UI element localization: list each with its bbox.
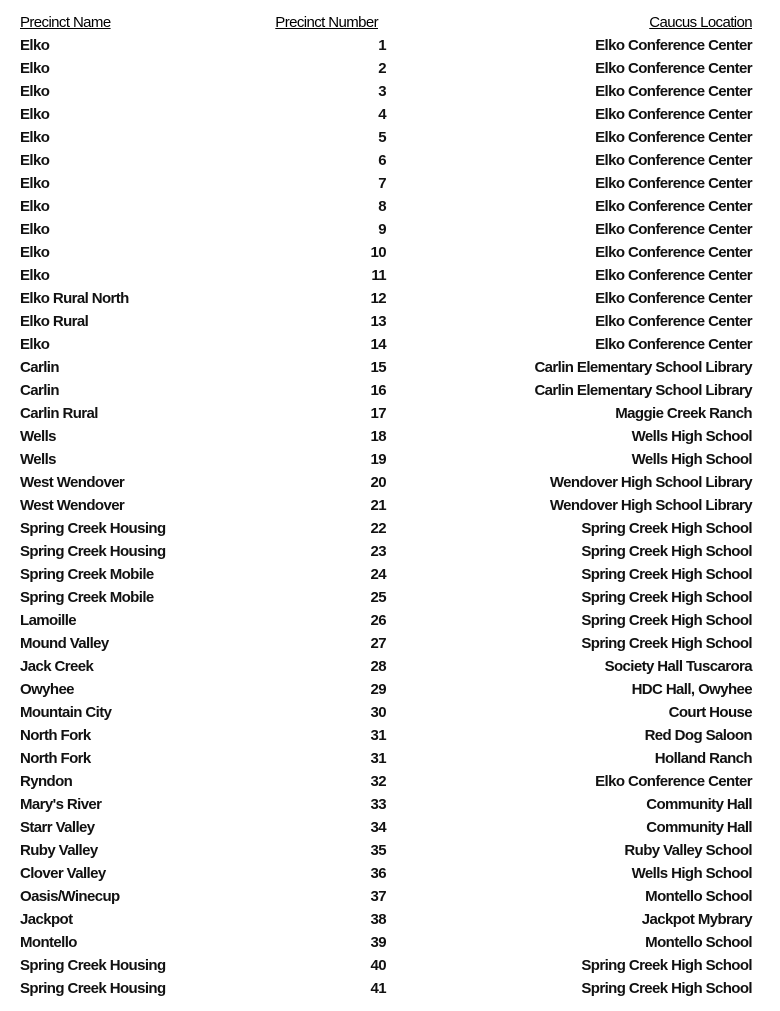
precinct-name: Montello [20, 934, 77, 951]
caucus-location: Maggie Creek Ranch [615, 405, 752, 422]
caucus-location: Wells High School [631, 451, 752, 468]
precinct-name: West Wendover [20, 474, 125, 491]
precinct-number: 18 [370, 428, 386, 445]
caucus-location: Community Hall [646, 796, 752, 813]
table-row [0, 448, 780, 471]
table-row [0, 57, 780, 80]
table-row [0, 34, 780, 57]
caucus-location: Court House [668, 704, 752, 721]
table-row [0, 333, 780, 356]
table-row [0, 632, 780, 655]
precinct-number: 17 [370, 405, 386, 422]
table-row [0, 954, 780, 977]
precinct-name: Mound Valley [20, 635, 109, 652]
precinct-name: Elko [20, 267, 50, 284]
precinct-name: Spring Creek Mobile [20, 566, 154, 583]
precinct-name: Spring Creek Housing [20, 957, 166, 974]
table-row [0, 195, 780, 218]
precinct-number: 8 [378, 198, 386, 215]
table-row [0, 172, 780, 195]
caucus-location: HDC Hall, Owyhee [631, 681, 752, 698]
precinct-number: 4 [378, 106, 386, 123]
precinct-number: 11 [371, 267, 386, 284]
table-row [0, 494, 780, 517]
precinct-number: 21 [370, 497, 386, 514]
precinct-name: West Wendover [20, 497, 125, 514]
caucus-location: Wells High School [631, 865, 752, 882]
table-header [0, 11, 780, 34]
precinct-name: Carlin Rural [20, 405, 98, 422]
caucus-location: Society Hall Tuscarora [604, 658, 752, 675]
table-row [0, 80, 780, 103]
precinct-name: Lamoille [20, 612, 77, 629]
precinct-name: Spring Creek Housing [20, 520, 166, 537]
precinct-number: 26 [370, 612, 386, 629]
table-row [0, 701, 780, 724]
precinct-name: Starr Valley [20, 819, 95, 836]
precinct-number: 40 [370, 957, 386, 974]
caucus-location: Ruby Valley School [624, 842, 752, 859]
table-row [0, 264, 780, 287]
precinct-name: Clover Valley [20, 865, 106, 882]
precinct-name: Jackpot [20, 911, 73, 928]
caucus-location: Elko Conference Center [595, 290, 752, 307]
caucus-location: Spring Creek High School [581, 980, 752, 997]
precinct-number: 15 [370, 359, 386, 376]
precinct-number: 13 [370, 313, 386, 330]
precinct-name: Elko [20, 37, 50, 54]
precinct-number: 12 [370, 290, 386, 307]
table-row [0, 862, 780, 885]
precinct-number: 29 [370, 681, 386, 698]
precinct-number: 31 [370, 750, 386, 767]
table-row [0, 839, 780, 862]
precinct-number: 28 [370, 658, 386, 675]
table-row [0, 793, 780, 816]
precinct-number: 24 [370, 566, 386, 583]
precinct-number: 36 [370, 865, 386, 882]
precinct-number: 30 [370, 704, 386, 721]
precinct-number: 23 [370, 543, 386, 560]
table-row [0, 241, 780, 264]
precinct-number: 22 [370, 520, 386, 537]
precinct-name: Wells [20, 428, 56, 445]
precinct-number: 6 [378, 152, 386, 169]
caucus-location: Montello School [645, 934, 752, 951]
precinct-name: Elko [20, 83, 50, 100]
caucus-location: Spring Creek High School [581, 612, 752, 629]
caucus-location: Wendover High School Library [549, 474, 752, 491]
precinct-name: North Fork [20, 727, 91, 744]
caucus-location: Spring Creek High School [581, 635, 752, 652]
header-caucus-location: Caucus Location [649, 14, 752, 31]
caucus-location: Spring Creek High School [581, 957, 752, 974]
precinct-number: 3 [378, 83, 386, 100]
precinct-number: 37 [370, 888, 386, 905]
caucus-location: Elko Conference Center [595, 83, 752, 100]
caucus-location: Wells High School [631, 428, 752, 445]
caucus-location: Elko Conference Center [595, 244, 752, 261]
precinct-name: Mary's River [20, 796, 102, 813]
precinct-number: 34 [370, 819, 386, 836]
table-row [0, 540, 780, 563]
table-row [0, 287, 780, 310]
table-row [0, 471, 780, 494]
precinct-number: 5 [378, 129, 386, 146]
precinct-name: Elko [20, 60, 50, 77]
table-row [0, 678, 780, 701]
table-row [0, 609, 780, 632]
precinct-name: Carlin [20, 382, 59, 399]
caucus-location: Carlin Elementary School Library [534, 382, 752, 399]
caucus-location: Community Hall [646, 819, 752, 836]
precinct-number: 7 [378, 175, 386, 192]
table-row [0, 425, 780, 448]
header-precinct-name: Precinct Name [20, 14, 111, 31]
precinct-name: Spring Creek Mobile [20, 589, 154, 606]
caucus-location: Elko Conference Center [595, 773, 752, 790]
table-row [0, 356, 780, 379]
table-row [0, 885, 780, 908]
table-row [0, 563, 780, 586]
precinct-name: Elko [20, 198, 50, 215]
table-row [0, 517, 780, 540]
table-row [0, 977, 780, 1000]
precinct-number: 9 [378, 221, 386, 238]
table-row [0, 126, 780, 149]
precinct-name: Carlin [20, 359, 59, 376]
precinct-name: Ryndon [20, 773, 73, 790]
precinct-number: 20 [370, 474, 386, 491]
precinct-number: 41 [370, 980, 386, 997]
caucus-location: Red Dog Saloon [644, 727, 752, 744]
table-row [0, 402, 780, 425]
caucus-location: Holland Ranch [654, 750, 752, 767]
precinct-name: Jack Creek [20, 658, 94, 675]
precinct-number: 19 [370, 451, 386, 468]
precinct-name: Elko Rural [20, 313, 89, 330]
precinct-name: Elko [20, 152, 50, 169]
caucus-location: Elko Conference Center [595, 129, 752, 146]
table-row [0, 931, 780, 954]
caucus-location: Elko Conference Center [595, 267, 752, 284]
table-row [0, 908, 780, 931]
table-row [0, 149, 780, 172]
precinct-number: 10 [370, 244, 386, 261]
precinct-number: 33 [370, 796, 386, 813]
precinct-number: 1 [378, 37, 386, 54]
precinct-number: 39 [370, 934, 386, 951]
caucus-location: Spring Creek High School [581, 589, 752, 606]
precinct-number: 27 [370, 635, 386, 652]
precinct-name: Spring Creek Housing [20, 543, 166, 560]
caucus-location: Carlin Elementary School Library [534, 359, 752, 376]
caucus-location: Elko Conference Center [595, 336, 752, 353]
precinct-number: 38 [370, 911, 386, 928]
precinct-name: Ruby Valley [20, 842, 98, 859]
precinct-name: Elko Rural North [20, 290, 129, 307]
caucus-location: Spring Creek High School [581, 566, 752, 583]
caucus-location: Wendover High School Library [549, 497, 752, 514]
table-row [0, 218, 780, 241]
precinct-number: 16 [370, 382, 386, 399]
caucus-location: Elko Conference Center [595, 175, 752, 192]
precinct-name: Elko [20, 106, 50, 123]
precinct-number: 14 [370, 336, 386, 353]
table-row [0, 103, 780, 126]
precinct-number: 31 [370, 727, 386, 744]
precinct-name: Elko [20, 129, 50, 146]
header-precinct-number: Precinct Number [275, 14, 378, 31]
precinct-name: Mountain City [20, 704, 112, 721]
precinct-name: Wells [20, 451, 56, 468]
precinct-number: 25 [370, 589, 386, 606]
precinct-number: 2 [378, 60, 386, 77]
precinct-name: North Fork [20, 750, 91, 767]
caucus-location: Elko Conference Center [595, 60, 752, 77]
precinct-name: Elko [20, 244, 50, 261]
caucus-location: Elko Conference Center [595, 152, 752, 169]
caucus-location: Elko Conference Center [595, 313, 752, 330]
caucus-location: Elko Conference Center [595, 198, 752, 215]
precinct-name: Elko [20, 175, 50, 192]
caucus-location: Spring Creek High School [581, 543, 752, 560]
precinct-name: Oasis/Winecup [20, 888, 120, 905]
table-row [0, 310, 780, 333]
precinct-name: Spring Creek Housing [20, 980, 166, 997]
table-row [0, 724, 780, 747]
table-row [0, 747, 780, 770]
precinct-number: 32 [370, 773, 386, 790]
table-row [0, 586, 780, 609]
caucus-location: Elko Conference Center [595, 221, 752, 238]
caucus-location: Spring Creek High School [581, 520, 752, 537]
caucus-location: Elko Conference Center [595, 106, 752, 123]
precinct-name: Elko [20, 336, 50, 353]
table-row [0, 770, 780, 793]
caucus-location: Jackpot Mybrary [641, 911, 752, 928]
precinct-number: 35 [370, 842, 386, 859]
precinct-name: Elko [20, 221, 50, 238]
caucus-location: Montello School [645, 888, 752, 905]
table-row [0, 655, 780, 678]
table-row [0, 816, 780, 839]
table-row [0, 379, 780, 402]
caucus-location: Elko Conference Center [595, 37, 752, 54]
precinct-name: Owyhee [20, 681, 74, 698]
